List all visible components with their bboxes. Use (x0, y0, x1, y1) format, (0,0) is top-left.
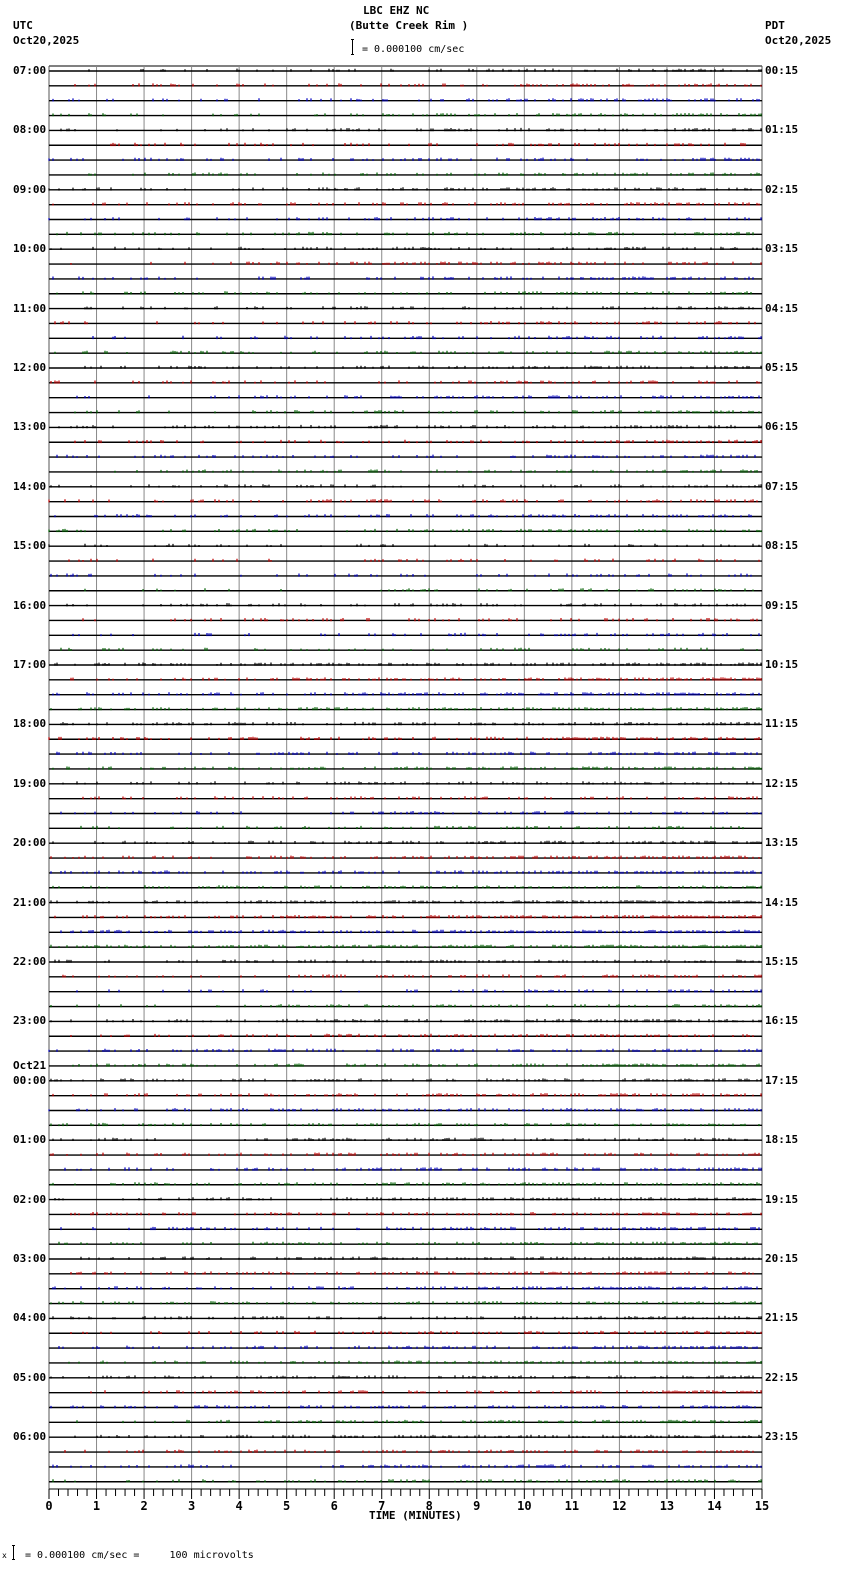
footer-scale-note: = 0.000100 cm/sec = 100 microvolts (25, 1550, 254, 1561)
pdt-hour-label: 11:15 (765, 717, 799, 731)
pdt-hour-label: 17:15 (765, 1073, 799, 1087)
left-date: Oct20,2025 (13, 34, 80, 47)
x-tick-label: 4 (235, 1499, 243, 1513)
pdt-hour-label: 16:15 (765, 1014, 799, 1028)
utc-hour-label: 03:00 (13, 1252, 47, 1265)
pdt-hour-label: 10:15 (765, 658, 799, 671)
utc-hour-label: 22:00 (13, 955, 47, 968)
x-tick-label: 2 (140, 1499, 148, 1513)
pdt-hour-label: 22:15 (765, 1370, 799, 1384)
utc-hour-label: 19:00 (13, 776, 47, 790)
pdt-hour-label: 03:15 (765, 242, 799, 256)
date-change-label: Oct21 (13, 1058, 47, 1072)
x-tick-label: 1 (92, 1499, 101, 1513)
pdt-hour-label: 07:15 (765, 479, 799, 493)
footer-prefix: x (2, 1551, 7, 1560)
x-tick-label: 12 (612, 1499, 627, 1513)
pdt-hour-label: 06:15 (765, 420, 799, 434)
utc-hour-label: 14:00 (13, 479, 47, 493)
x-tick-label: 15 (754, 1499, 770, 1513)
pdt-hour-label: 08:15 (765, 539, 799, 553)
pdt-hour-label: 02:15 (765, 182, 799, 196)
utc-hour-label: 13:00 (13, 420, 47, 434)
x-tick-label: 9 (473, 1499, 481, 1513)
x-tick-label: 14 (707, 1499, 722, 1513)
utc-hour-label: 11:00 (13, 301, 47, 315)
right-timezone: PDT (765, 19, 785, 32)
x-tick-label: 3 (187, 1499, 196, 1513)
utc-hour-label: 00:00 (13, 1073, 47, 1087)
utc-hour-label: 15:00 (13, 539, 47, 553)
footer-scale-bar-icon (12, 1545, 15, 1560)
utc-hour-label: 21:00 (13, 895, 47, 909)
x-tick-label: 0 (45, 1499, 53, 1513)
pdt-hour-label: 14:15 (765, 895, 799, 909)
utc-hour-label: 23:00 (13, 1014, 47, 1028)
utc-hour-label: 18:00 (13, 717, 47, 731)
left-timezone: UTC (13, 19, 33, 32)
pdt-hour-label: 15:15 (765, 955, 799, 968)
x-tick-label: 10 (517, 1499, 532, 1513)
pdt-hour-label: 19:15 (765, 1192, 799, 1206)
pdt-hour-label: 09:15 (765, 598, 799, 612)
utc-hour-label: 05:00 (13, 1370, 47, 1384)
pdt-hour-label: 04:15 (765, 301, 799, 315)
utc-hour-label: 08:00 (13, 123, 47, 137)
utc-hour-label: 01:00 (13, 1133, 47, 1147)
x-tick-label: 13 (659, 1499, 675, 1513)
right-date: Oct20,2025 (765, 34, 832, 47)
utc-hour-label: 04:00 (13, 1311, 47, 1325)
utc-hour-label: 07:00 (13, 64, 47, 77)
utc-hour-label: 16:00 (13, 598, 47, 612)
pdt-hour-label: 20:15 (765, 1252, 799, 1265)
pdt-hour-label: 18:15 (765, 1133, 799, 1147)
utc-hour-label: 06:00 (13, 1430, 47, 1444)
x-tick-label: 5 (283, 1499, 291, 1513)
pdt-hour-label: 00:15 (765, 64, 799, 77)
x-tick-label: 8 (425, 1499, 433, 1513)
utc-hour-label: 12:00 (13, 361, 47, 374)
utc-hour-label: 10:00 (13, 242, 47, 256)
x-axis-label: TIME (MINUTES) (369, 1509, 462, 1522)
site-name: (Butte Creek Rim ) (349, 19, 469, 32)
scale-text: = 0.000100 cm/sec (362, 44, 465, 55)
utc-hour-label: 02:00 (13, 1192, 47, 1206)
utc-hour-label: 20:00 (13, 836, 47, 850)
utc-hour-label: 17:00 (13, 658, 47, 671)
pdt-hour-label: 12:15 (765, 776, 799, 790)
x-tick-label: 7 (378, 1499, 386, 1513)
x-tick-label: 11 (564, 1499, 580, 1513)
pdt-hour-label: 23:15 (765, 1430, 799, 1444)
pdt-hour-label: 21:15 (765, 1311, 799, 1325)
pdt-hour-label: 01:15 (765, 123, 799, 137)
station-title: LBC EHZ NC (363, 4, 430, 17)
pdt-hour-label: 13:15 (765, 836, 799, 850)
utc-hour-label: 09:00 (13, 182, 47, 196)
pdt-hour-label: 05:15 (765, 361, 799, 374)
x-tick-label: 6 (330, 1499, 338, 1513)
